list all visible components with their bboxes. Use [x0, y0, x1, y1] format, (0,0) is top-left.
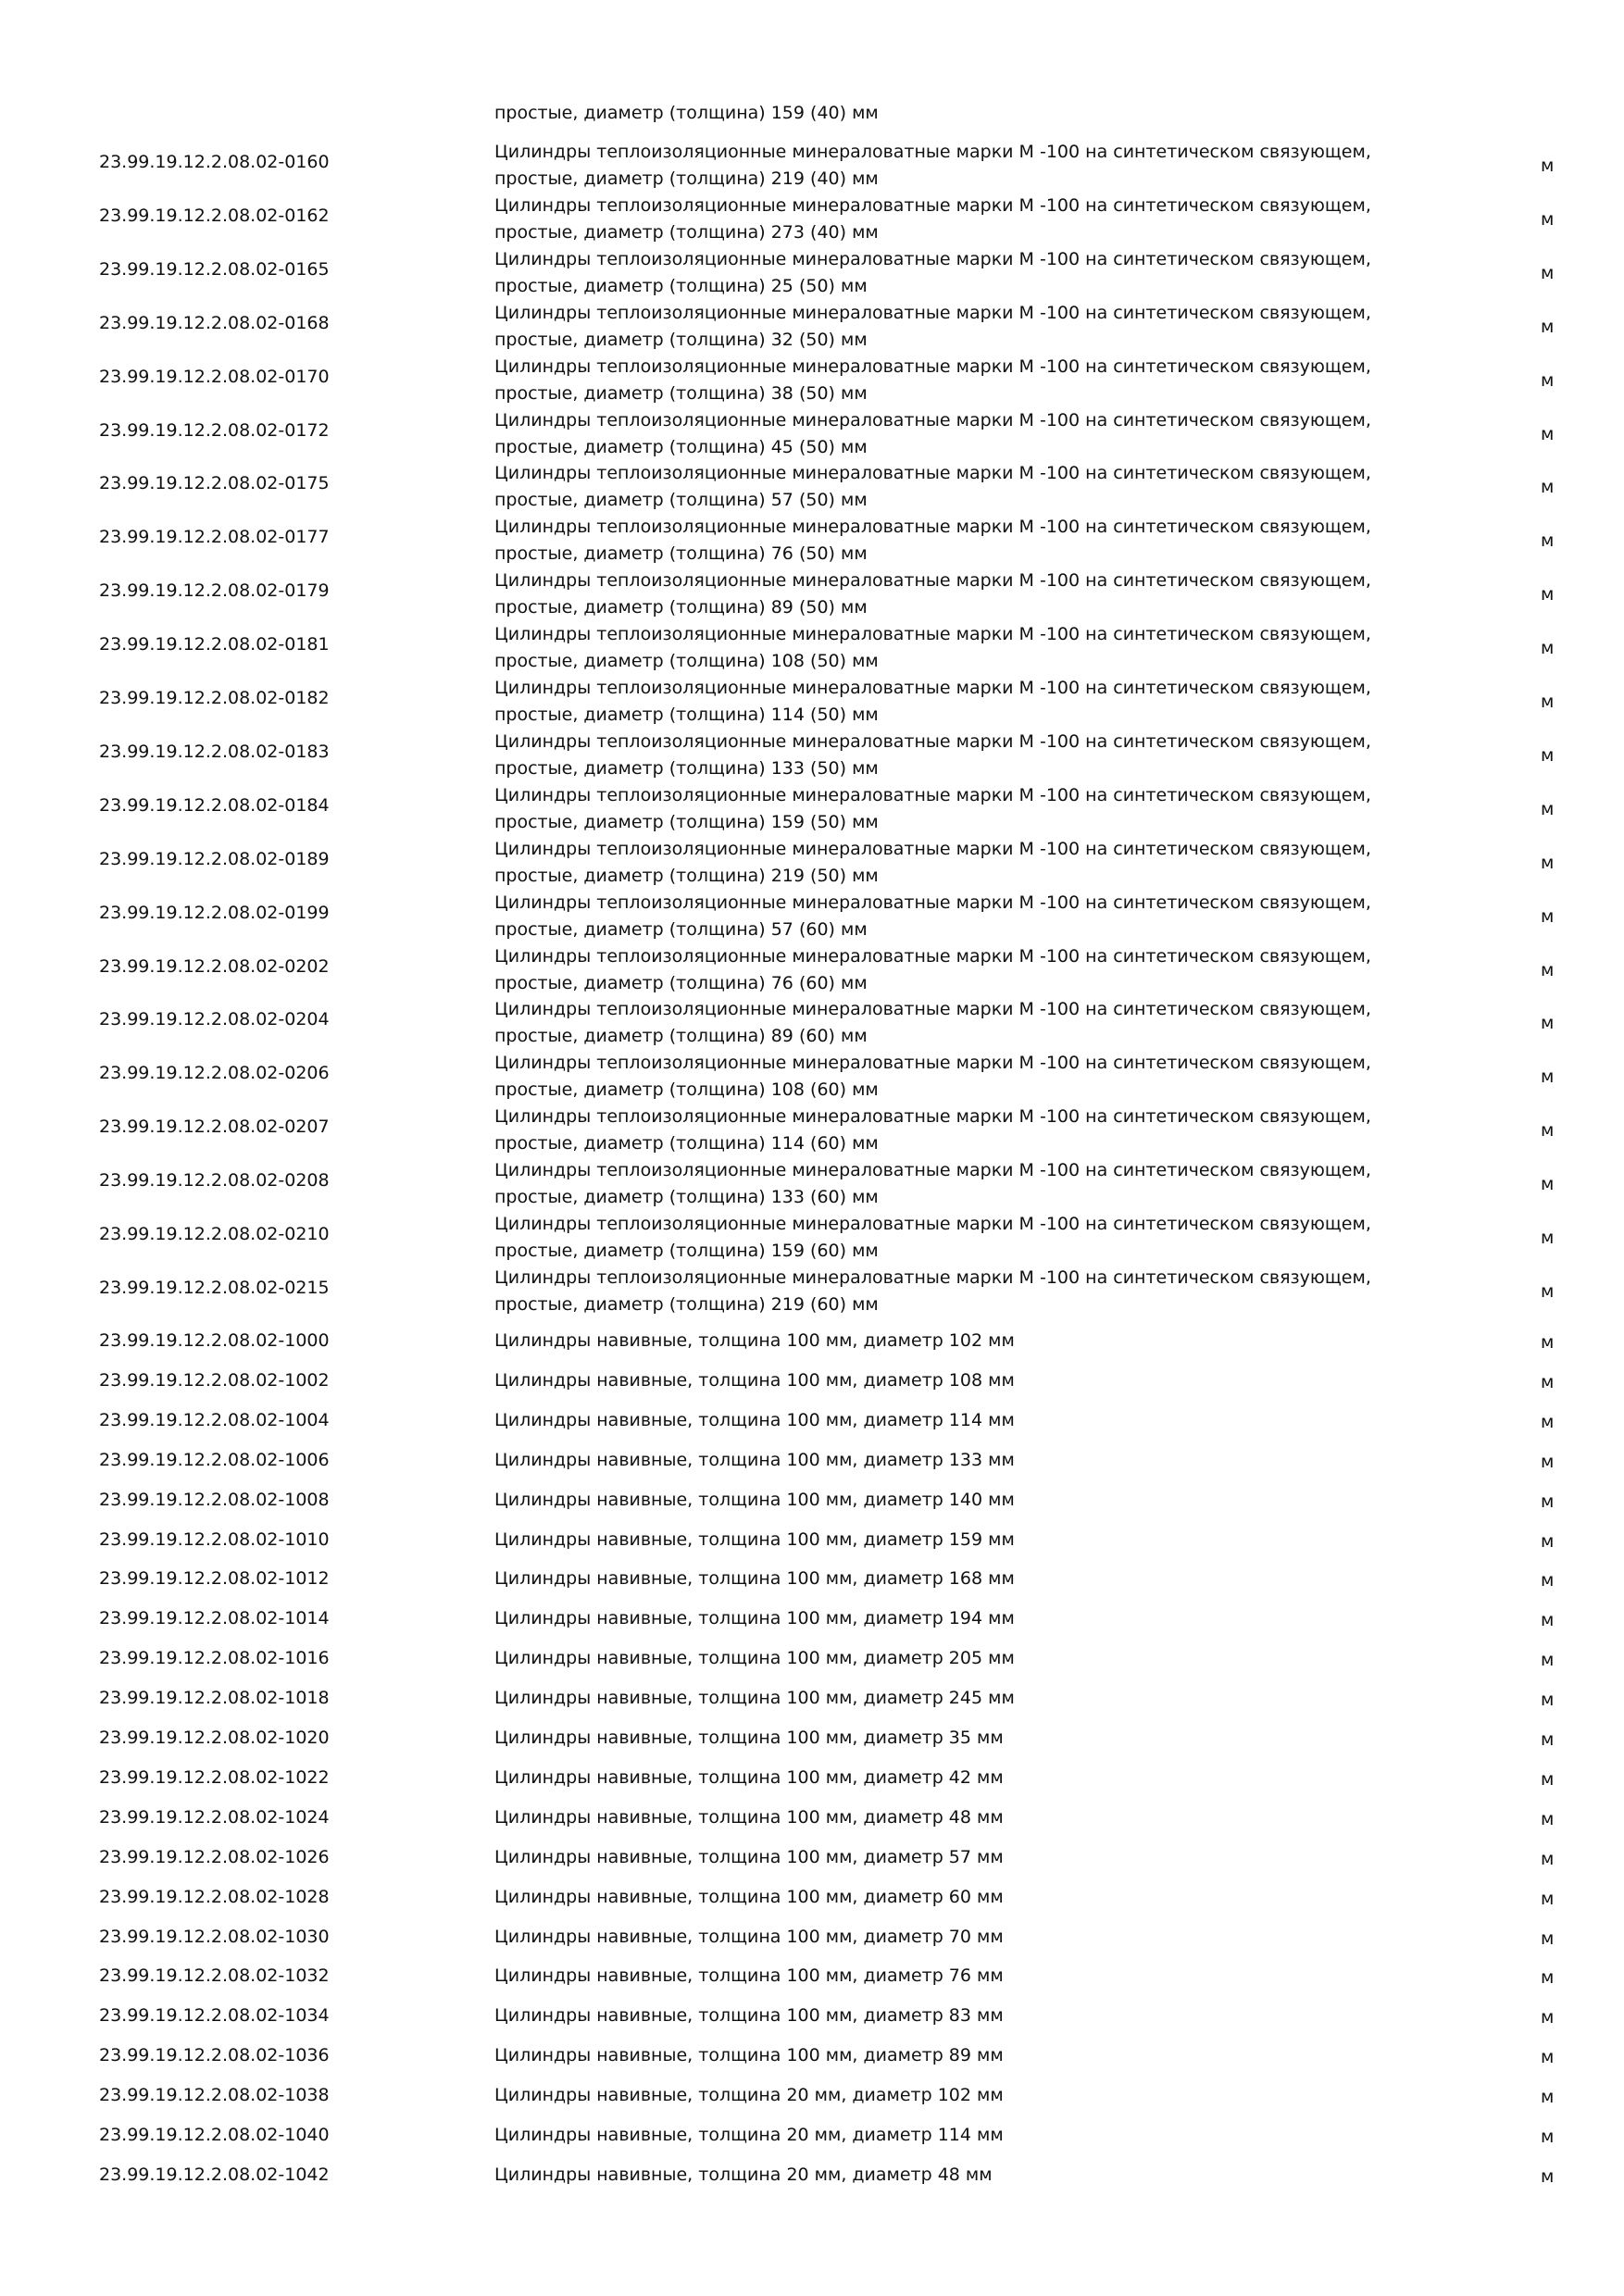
resource-name: [494, 1265, 1371, 1318]
resource-code: 23.99.19.12.2.08.02-0199: [99, 902, 330, 923]
unit-of-measure: м: [1541, 477, 1555, 498]
resource-code: 23.99.19.12.2.08.02-0177: [99, 527, 330, 548]
resource-code: 23.99.19.12.2.08.02-1034: [99, 2005, 330, 2027]
resource-name-line: простые, диаметр (толщина) 114 (60) мм: [494, 1133, 879, 1154]
resource-name-line: Цилиндры навивные, толщина 100 мм, диаметр 114 мм: [494, 1409, 1015, 1430]
unit-of-measure: м: [1541, 744, 1555, 766]
unit-of-measure: м: [1541, 2047, 1555, 2068]
resource-code: 23.99.19.12.2.08.02-1010: [99, 1529, 330, 1550]
resource-name: [494, 1211, 1371, 1265]
resource-name: [494, 407, 1371, 461]
resource-name: [494, 2125, 1004, 2145]
resource-name: [494, 943, 1371, 997]
resource-name: [494, 354, 1371, 407]
resource-code: 23.99.19.12.2.08.02-1004: [99, 1409, 330, 1430]
unit-of-measure: м: [1541, 1690, 1555, 1711]
resource-code: 23.99.19.12.2.08.02-0170: [99, 366, 330, 387]
resource-code: 23.99.19.12.2.08.02-0165: [99, 258, 330, 280]
resource-name: [494, 836, 1371, 890]
resource-code: 23.99.19.12.2.08.02-1014: [99, 1608, 330, 1629]
resource-code: 23.99.19.12.2.08.02-0160: [99, 152, 330, 172]
resource-code: 23.99.19.12.2.08.02-1040: [99, 2125, 330, 2145]
resource-name-line: Цилиндры теплоизоляционные минераловатные марки М -100 на синтетическом связующем,: [494, 1106, 1371, 1128]
resource-name-line: простые, диаметр (толщина) 133 (50) мм: [494, 757, 879, 779]
resource-code: 23.99.19.12.2.08.02-1008: [99, 1489, 330, 1510]
resource-code: 23.99.19.12.2.08.02-1022: [99, 1766, 330, 1788]
resource-code: 23.99.19.12.2.08.02-0208: [99, 1170, 330, 1192]
unit-of-measure: м: [1541, 1768, 1555, 1790]
resource-code: 23.99.19.12.2.08.02-0183: [99, 741, 330, 762]
resource-name-line: простые, диаметр (толщина) 273 (40) мм: [494, 221, 879, 243]
resource-name: [494, 1330, 1015, 1351]
resource-name-line: Цилиндры навивные, толщина 100 мм, диаметр 83 мм: [494, 2005, 1004, 2027]
resource-name-line: Цилиндры навивные, толщина 20 мм, диаметр 102 мм: [494, 2085, 1004, 2106]
resource-name-line: простые, диаметр (толщина) 159 (60) мм: [494, 1241, 879, 1261]
unit-of-measure: м: [1541, 1067, 1555, 1088]
resource-name-line: Цилиндры навивные, толщина 20 мм, диаметр 114 мм: [494, 2125, 1004, 2145]
resource-name-line: простые, диаметр (толщина) 76 (60) мм: [494, 972, 868, 993]
resource-name: [494, 246, 1371, 300]
resource-name-line: Цилиндры теплоизоляционные минераловатные марки М -100 на синтетическом связующем,: [494, 463, 1371, 484]
resource-code: 23.99.19.12.2.08.02-0210: [99, 1224, 330, 1244]
resource-name-line: Цилиндры теплоизоляционные минераловатные марки М -100 на синтетическом связующем,: [494, 838, 1371, 859]
resource-name: [494, 890, 1371, 943]
resource-name: [494, 1370, 1015, 1391]
unit-of-measure: м: [1541, 692, 1555, 712]
unit-of-measure: м: [1541, 1228, 1555, 1248]
resource-name-line: Цилиндры навивные, толщина 100 мм, диаметр 245 мм: [494, 1688, 1015, 1709]
resource-name: [494, 1728, 1004, 1748]
resource-name-line: Цилиндры теплоизоляционные минераловатные марки М -100 на синтетическом связующем,: [494, 409, 1371, 430]
unit-of-measure: м: [1541, 1967, 1555, 1989]
unit-of-measure: м: [1541, 1280, 1555, 1302]
resource-name: [494, 675, 1371, 729]
resource-name-line: простые, диаметр (толщина) 159 (50) мм: [494, 811, 879, 832]
resource-name-line: Цилиндры навивные, толщина 100 мм, диаметр 205 мм: [494, 1648, 1015, 1669]
resource-name-line: простые, диаметр (толщина) 57 (60) мм: [494, 918, 868, 940]
resource-code: 23.99.19.12.2.08.02-1024: [99, 1806, 330, 1828]
unit-of-measure: м: [1541, 208, 1555, 230]
resource-name-line: Цилиндры навивные, толщина 100 мм, диаметр 108 мм: [494, 1369, 1015, 1391]
resource-name-line: простые, диаметр (толщина) 25 (50) мм: [494, 275, 868, 296]
resource-name-line: Цилиндры навивные, толщина 100 мм, диаметр 102 мм: [494, 1330, 1015, 1351]
resource-name-line: Цилиндры навивные, толщина 100 мм, диаметр 159 мм: [494, 1529, 1015, 1550]
unit-of-measure: м: [1541, 1120, 1555, 1142]
resource-name: [494, 1767, 1004, 1788]
resource-code: 23.99.19.12.2.08.02-1016: [99, 1648, 330, 1669]
resource-name: [494, 1965, 1004, 1986]
resource-name-line: Цилиндры теплоизоляционные минераловатные марки М -100 на синтетическом связующем,: [494, 194, 1371, 216]
resource-name: [494, 621, 1371, 675]
resource-name: [494, 139, 1371, 193]
unit-of-measure: м: [1541, 423, 1555, 444]
resource-name-line: простые, диаметр (толщина) 219 (50) мм: [494, 865, 879, 886]
resource-name: [494, 568, 1371, 621]
resource-name: [494, 1648, 1015, 1668]
unit-of-measure: м: [1541, 1808, 1555, 1829]
resource-code: 23.99.19.12.2.08.02-0202: [99, 955, 330, 977]
resource-name: [494, 1887, 1004, 1907]
resource-name-line: Цилиндры навивные, толщина 100 мм, диаметр 76 мм: [494, 1965, 1004, 1987]
resource-name: [494, 2005, 1004, 2026]
resource-name-line: Цилиндры теплоизоляционные минераловатные марки М -100 на синтетическом связующем,: [494, 892, 1371, 913]
resource-code: 23.99.19.12.2.08.02-0182: [99, 688, 330, 708]
resource-name-line: Цилиндры теплоизоляционные минераловатные марки М -100 на синтетическом связующем,: [494, 517, 1371, 538]
resource-name-line: Цилиндры навивные, толщина 100 мм, диаметр 35 мм: [494, 1728, 1004, 1748]
resource-code: 23.99.19.12.2.08.02-0189: [99, 848, 330, 869]
unit-of-measure: м: [1541, 156, 1555, 176]
unit-of-measure: м: [1541, 1013, 1555, 1034]
unit-of-measure: м: [1541, 584, 1555, 605]
resource-code: 23.99.19.12.2.08.02-1006: [99, 1449, 330, 1470]
unit-of-measure: м: [1541, 1848, 1555, 1869]
resource-name: [494, 996, 1371, 1050]
resource-name: [494, 1450, 1015, 1470]
unit-of-measure: м: [1541, 2127, 1555, 2147]
resource-name-line: Цилиндры теплоизоляционные минераловатные марки М -100 на синтетическом связующем,: [494, 784, 1371, 805]
resource-name-line: Цилиндры навивные, толщина 100 мм, диаметр 42 мм: [494, 1766, 1004, 1788]
resource-code: 23.99.19.12.2.08.02-1012: [99, 1568, 330, 1590]
resource-code: 23.99.19.12.2.08.02-0162: [99, 205, 330, 226]
resource-code: 23.99.19.12.2.08.02-0207: [99, 1117, 330, 1138]
resource-code: 23.99.19.12.2.08.02-0215: [99, 1277, 330, 1298]
resource-code: 23.99.19.12.2.08.02-1026: [99, 1846, 330, 1867]
resource-name-line: Цилиндры навивные, толщина 100 мм, диаметр 133 мм: [494, 1449, 1015, 1470]
continuation-line: простые, диаметр (толщина) 159 (40) мм: [494, 103, 879, 123]
resource-name-line: простые, диаметр (толщина) 45 (50) мм: [494, 436, 868, 457]
resource-code: 23.99.19.12.2.08.02-0184: [99, 794, 330, 816]
unit-of-measure: м: [1541, 316, 1555, 337]
unit-of-measure: м: [1541, 1729, 1555, 1750]
resource-name: [494, 2165, 993, 2185]
resource-name-line: Цилиндры навивные, толщина 100 мм, диаметр 48 мм: [494, 1806, 1004, 1828]
resource-code: 23.99.19.12.2.08.02-1030: [99, 1926, 330, 1947]
resource-name-line: Цилиндры теплоизоляционные минераловатные марки М -100 на синтетическом связующем,: [494, 945, 1371, 967]
resource-name-line: простые, диаметр (толщина) 219 (60) мм: [494, 1293, 879, 1315]
unit-of-measure: м: [1541, 2007, 1555, 2028]
resource-code: 23.99.19.12.2.08.02-0179: [99, 580, 330, 602]
resource-code: 23.99.19.12.2.08.02-1002: [99, 1369, 330, 1391]
unit-of-measure: м: [1541, 638, 1555, 659]
resource-name: [494, 1157, 1371, 1211]
resource-name-line: простые, диаметр (толщина) 32 (50) мм: [494, 329, 868, 350]
unit-of-measure: м: [1541, 530, 1555, 552]
resource-name: [494, 1807, 1004, 1828]
resource-code: 23.99.19.12.2.08.02-1038: [99, 2085, 330, 2106]
resource-name-line: простые, диаметр (толщина) 38 (50) мм: [494, 382, 868, 404]
resource-code: 23.99.19.12.2.08.02-0168: [99, 312, 330, 333]
resource-name-line: Цилиндры навивные, толщина 100 мм, диаметр 70 мм: [494, 1926, 1004, 1947]
resource-name-line: простые, диаметр (толщина) 108 (60) мм: [494, 1079, 879, 1101]
unit-of-measure: м: [1541, 1650, 1555, 1671]
resource-name: [494, 1104, 1371, 1157]
resource-name: [494, 1490, 1015, 1510]
resource-code: 23.99.19.12.2.08.02-0206: [99, 1063, 330, 1084]
resource-name-line: Цилиндры навивные, толщина 100 мм, диаметр 57 мм: [494, 1846, 1004, 1867]
unit-of-measure: м: [1541, 1411, 1555, 1432]
resource-code: 23.99.19.12.2.08.02-1042: [99, 2164, 330, 2185]
unit-of-measure: м: [1541, 1174, 1555, 1195]
resource-name: [494, 1529, 1015, 1550]
resource-name-line: простые, диаметр (толщина) 89 (50) мм: [494, 597, 868, 618]
resource-name-line: простые, диаметр (толщина) 114 (50) мм: [494, 705, 879, 725]
resource-name-line: простые, диаметр (толщина) 76 (50) мм: [494, 543, 868, 565]
resource-name: [494, 2045, 1004, 2065]
resource-name-line: Цилиндры теплоизоляционные минераловатные марки М -100 на синтетическом связующем,: [494, 570, 1371, 592]
resource-name-line: Цилиндры теплоизоляционные минераловатные марки М -100 на синтетическом связующем,: [494, 356, 1371, 377]
unit-of-measure: м: [1541, 2165, 1555, 2187]
resource-name: [494, 300, 1371, 354]
unit-of-measure: м: [1541, 1371, 1555, 1392]
resource-name-line: Цилиндры теплоизоляционные минераловатные марки М -100 на синтетическом связующем,: [494, 1267, 1371, 1288]
resource-name: [494, 1847, 1004, 1867]
unit-of-measure: м: [1541, 905, 1555, 927]
resource-name-line: Цилиндры теплоизоляционные минераловатные марки М -100 на синтетическом связующем,: [494, 1053, 1371, 1074]
resource-code: 23.99.19.12.2.08.02-0204: [99, 1009, 330, 1030]
resource-name-line: Цилиндры теплоизоляционные минераловатные марки М -100 на синтетическом связующем,: [494, 302, 1371, 323]
resource-name: [494, 729, 1371, 782]
resource-code: 23.99.19.12.2.08.02-1020: [99, 1728, 330, 1748]
resource-code: 23.99.19.12.2.08.02-1028: [99, 1886, 330, 1907]
resource-name-line: Цилиндры навивные, толщина 100 мм, диаметр 89 мм: [494, 2045, 1004, 2066]
resource-name-line: Цилиндры навивные, толщина 100 мм, диаметр 168 мм: [494, 1568, 1015, 1590]
unit-of-measure: м: [1541, 1888, 1555, 1909]
unit-of-measure: м: [1541, 1928, 1555, 1949]
resource-code: 23.99.19.12.2.08.02-1000: [99, 1330, 330, 1351]
unit-of-measure: м: [1541, 1610, 1555, 1631]
resource-name-line: Цилиндры навивные, толщина 100 мм, диаметр 140 мм: [494, 1489, 1015, 1510]
resource-name-line: Цилиндры теплоизоляционные минераловатные марки М -100 на синтетическом связующем,: [494, 678, 1371, 698]
resource-name: [494, 514, 1371, 568]
resource-name: [494, 2085, 1004, 2105]
resource-name-line: Цилиндры теплоизоляционные минераловатные марки М -100 на синтетическом связующем,: [494, 142, 1371, 162]
unit-of-measure: м: [1541, 2087, 1555, 2108]
resource-name: [494, 1608, 1015, 1628]
resource-code: 23.99.19.12.2.08.02-1018: [99, 1688, 330, 1709]
resource-name-line: простые, диаметр (толщина) 133 (60) мм: [494, 1187, 879, 1208]
resource-name: [494, 1568, 1015, 1589]
unit-of-measure: м: [1541, 369, 1555, 391]
resource-name: [494, 1050, 1371, 1104]
resource-name: [494, 1410, 1015, 1430]
resource-name: [494, 460, 1371, 514]
resource-name-line: Цилиндры теплоизоляционные минераловатные марки М -100 на синтетическом связующем,: [494, 1214, 1371, 1234]
resource-code: 23.99.19.12.2.08.02-1036: [99, 2045, 330, 2066]
resource-name: [494, 1927, 1004, 1947]
resource-name: [494, 193, 1371, 246]
unit-of-measure: м: [1541, 1491, 1555, 1512]
resource-name: [494, 782, 1371, 836]
resource-name-line: простые, диаметр (толщина) 57 (50) мм: [494, 490, 868, 511]
resource-name-line: Цилиндры навивные, толщина 20 мм, диаметр 48 мм: [494, 2164, 993, 2185]
resource-name-line: простые, диаметр (толщина) 219 (40) мм: [494, 168, 879, 189]
resource-name-line: Цилиндры навивные, толщина 100 мм, диаметр 194 мм: [494, 1608, 1015, 1629]
unit-of-measure: м: [1541, 1570, 1555, 1591]
unit-of-measure: м: [1541, 959, 1555, 980]
resource-code: 23.99.19.12.2.08.02-0181: [99, 634, 330, 655]
unit-of-measure: м: [1541, 1332, 1555, 1353]
resource-name: [494, 1688, 1015, 1708]
resource-name-line: Цилиндры теплоизоляционные минераловатные марки М -100 на синтетическом связующем,: [494, 248, 1371, 269]
unit-of-measure: м: [1541, 852, 1555, 873]
resource-name-line: Цилиндры навивные, толщина 100 мм, диаметр 60 мм: [494, 1886, 1004, 1907]
unit-of-measure: м: [1541, 798, 1555, 819]
unit-of-measure: м: [1541, 1530, 1555, 1552]
resource-name-line: простые, диаметр (толщина) 89 (60) мм: [494, 1026, 868, 1047]
resource-code: 23.99.19.12.2.08.02-0175: [99, 473, 330, 494]
resource-name-line: Цилиндры теплоизоляционные минераловатные марки М -100 на синтетическом связующем,: [494, 1160, 1371, 1181]
resource-name-line: Цилиндры теплоизоляционные минераловатные марки М -100 на синтетическом связующем,: [494, 624, 1371, 645]
resource-code: 23.99.19.12.2.08.02-0172: [99, 419, 330, 441]
resource-code: 23.99.19.12.2.08.02-1032: [99, 1965, 330, 1987]
unit-of-measure: м: [1541, 262, 1555, 283]
resource-name-line: Цилиндры теплоизоляционные минераловатные марки М -100 на синтетическом связующем,: [494, 730, 1371, 752]
resource-name-line: простые, диаметр (толщина) 108 (50) мм: [494, 651, 879, 672]
resource-name-line: Цилиндры теплоизоляционные минераловатные марки М -100 на синтетическом связующем,: [494, 999, 1371, 1020]
unit-of-measure: м: [1541, 1451, 1555, 1472]
